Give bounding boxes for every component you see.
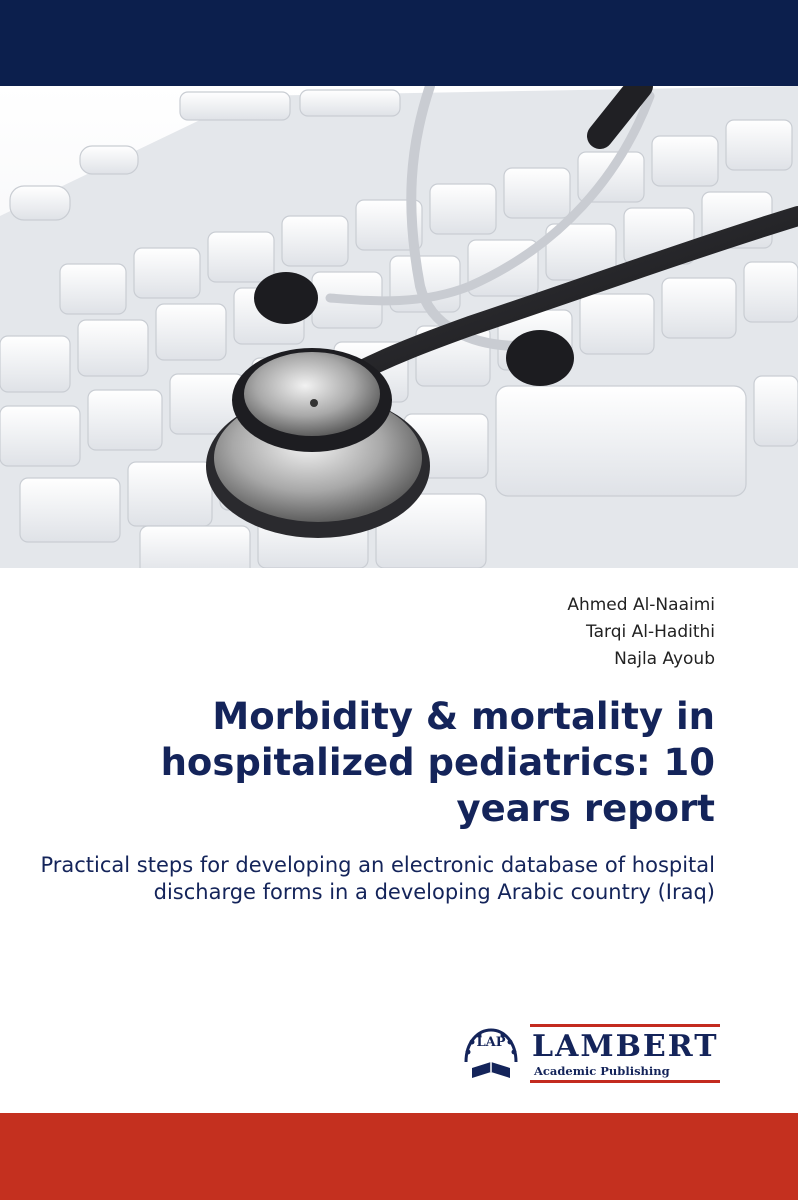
publisher-subtitle: Academic Publishing [534,1064,670,1078]
publisher-name: LAMBERT [532,1029,719,1064]
top-color-band [0,0,798,86]
publisher-rule-bottom [530,1080,720,1083]
book-title: Morbidity & mortality in hospitalized pediatrics: 10 years report [160,695,715,830]
publisher-rule-top [530,1024,720,1027]
publisher-logo [458,1022,722,1084]
cover-photo [0,86,798,568]
stethoscope-on-keyboard-photo [0,86,798,568]
bottom-color-band [0,1113,798,1200]
svg-text:LAP: LAP [476,1035,506,1050]
publisher-emblem-icon [458,1022,524,1084]
author-name: Ahmed Al-Naaimi [567,595,715,615]
book-subtitle: Practical steps for developing an electronic database of hospital discharge forms in a developing Arabic country (Iraq) [40,853,715,904]
author-name: Najla Ayoub [614,649,715,669]
author-name: Tarqi Al-Hadithi [586,622,715,642]
author-list [567,592,715,673]
